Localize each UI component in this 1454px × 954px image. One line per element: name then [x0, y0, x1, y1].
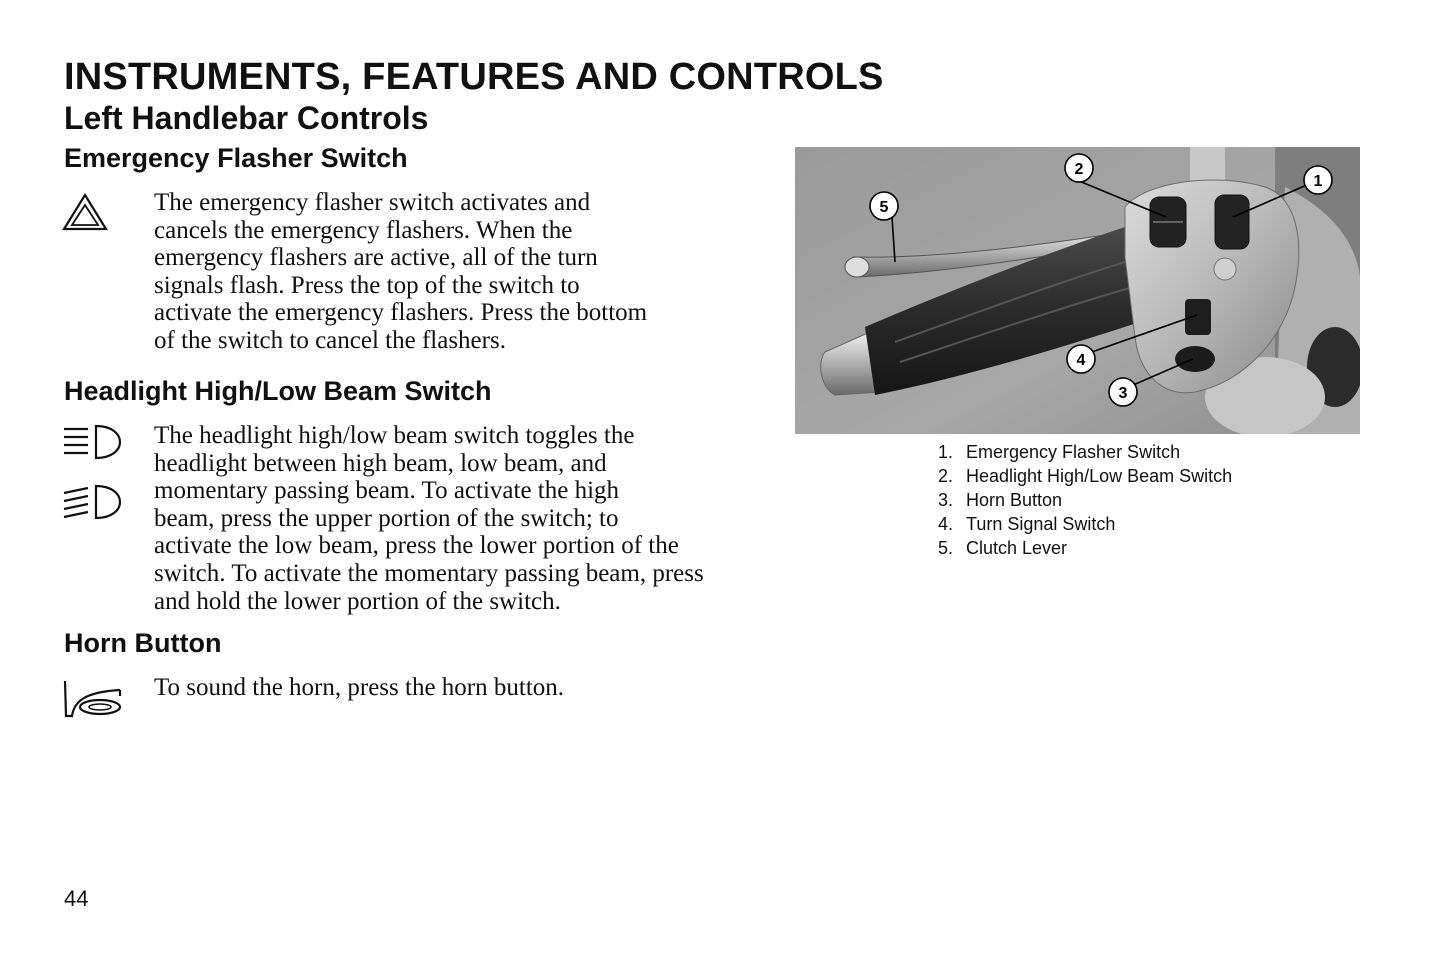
- text-line: The headlight high/low beam switch toggles the: [154, 422, 635, 449]
- high-beam-icon: [62, 424, 122, 460]
- text-line: switch. To activate the momentary passing beam, press: [154, 559, 704, 587]
- headlight-switch-heading: Headlight High/Low Beam Switch: [64, 376, 492, 406]
- text-line: activate the low beam, press the lower portion of the: [154, 532, 679, 560]
- text-line: headlight between high beam, low beam, and: [154, 449, 607, 477]
- emergency-flasher-text: [154, 189, 647, 355]
- section-title: Left Handlebar Controls: [64, 100, 429, 136]
- legend-item: [938, 464, 1232, 488]
- text-line: cancels the emergency flashers. When the: [154, 216, 573, 244]
- legend-label: Emergency Flasher Switch: [966, 442, 1181, 462]
- callout-3: 3: [1118, 385, 1128, 402]
- legend-number: 2.: [938, 466, 954, 486]
- text-line: of the switch to cancel the flashers.: [154, 326, 506, 354]
- text-line: momentary passing beam. To activate the high: [154, 477, 620, 505]
- text-line: beam, press the upper portion of the switch; to: [154, 504, 619, 532]
- low-beam-icon: [62, 482, 122, 524]
- legend-item: [938, 488, 1232, 512]
- horn-icon: [62, 678, 124, 718]
- callout-1: 1: [1313, 173, 1323, 190]
- horn-button-heading: Horn Button: [64, 628, 222, 658]
- legend-label: Headlight High/Low Beam Switch: [966, 466, 1233, 486]
- text-line: To sound the horn, press the horn button.: [154, 674, 565, 701]
- page-number: 44: [64, 886, 89, 911]
- callout-2: 2: [1074, 161, 1084, 178]
- legend-number: 5.: [938, 538, 954, 558]
- legend-label: Turn Signal Switch: [966, 514, 1116, 534]
- legend-item: [938, 512, 1232, 536]
- legend-number: 3.: [938, 490, 954, 510]
- legend-number: 4.: [938, 514, 954, 534]
- horn-button-text: [154, 674, 564, 702]
- text-line: signals flash. Press the top of the switch to: [154, 271, 580, 299]
- legend-item: [938, 536, 1232, 560]
- text-line: and hold the lower portion of the switch.: [154, 587, 561, 615]
- legend-label: Horn Button: [966, 490, 1063, 510]
- figure-legend: [938, 440, 1232, 560]
- emergency-flasher-heading: Emergency Flasher Switch: [64, 143, 408, 173]
- legend-item: [938, 440, 1232, 464]
- headlight-switch-text: [154, 422, 704, 615]
- page-title: INSTRUMENTS, FEATURES AND CONTROLS: [64, 56, 884, 98]
- handlebar-photo: [795, 147, 1360, 434]
- callout-4: 4: [1076, 352, 1086, 369]
- hazard-triangle-icon: [62, 193, 108, 231]
- text-line: activate the emergency flashers. Press the bottom: [154, 299, 648, 327]
- callout-5: 5: [879, 199, 889, 216]
- text-line: The emergency flasher switch activates and: [154, 189, 591, 216]
- text-line: emergency flashers are active, all of the turn: [154, 244, 598, 272]
- legend-label: Clutch Lever: [966, 538, 1068, 558]
- legend-number: 1.: [938, 442, 954, 462]
